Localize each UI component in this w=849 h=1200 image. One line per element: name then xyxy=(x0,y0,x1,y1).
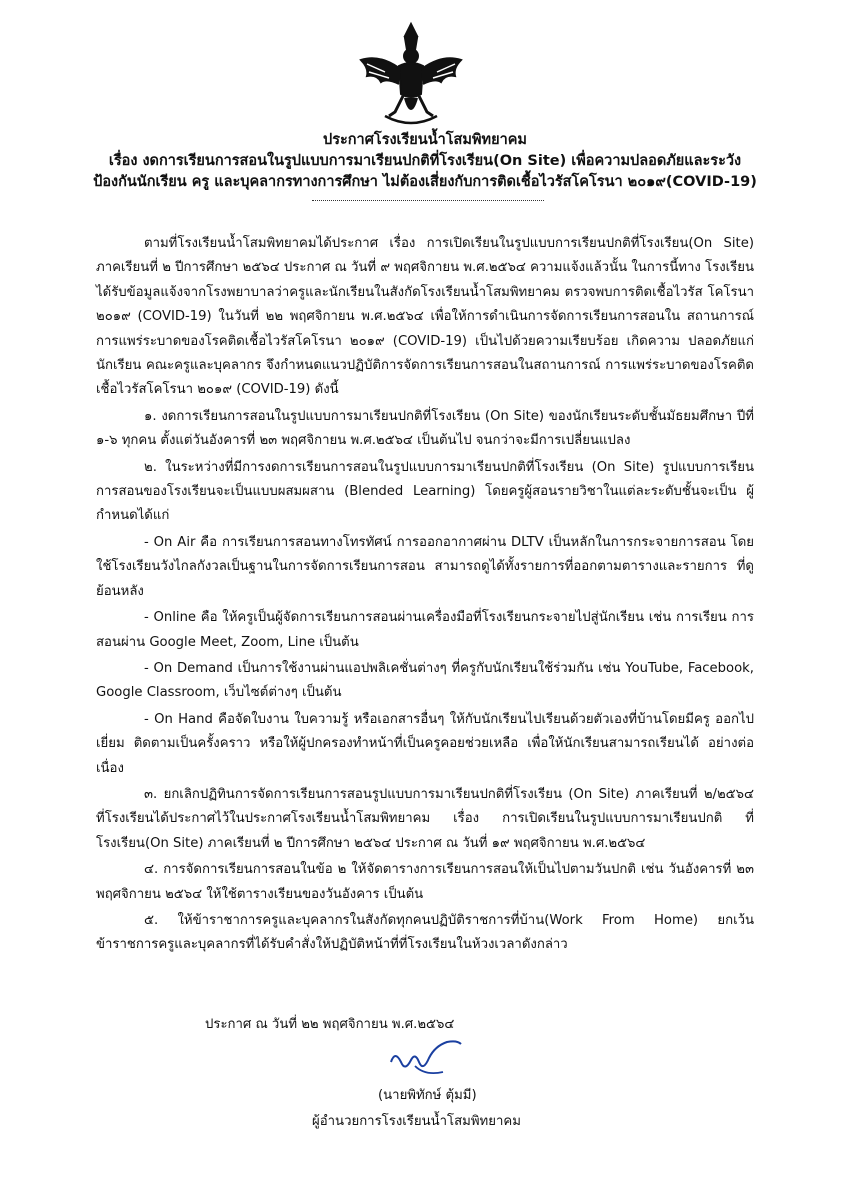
signature-icon xyxy=(385,1032,465,1084)
item-2-online: - Online คือ ให้ครูเป็นผู้จัดการเรียนการสอนผ่านเครื่องมือที่โรงเรียนกระจายไปสู่นักเรียน เช่น การเรียน การสอนผ่าน Google Meet, Zoom, Line เป็นต้น xyxy=(96,610,754,650)
announcement-body xyxy=(96,232,754,960)
dotted-divider xyxy=(312,200,544,201)
subject-line-2: ป้องกันนักเรียน ครู และบุคลากรทางการศึกษา ไม่ต้องเสี่ยงกับการติดเชื้อไวรัสโคโรนา ๒๐๑๙(COVID-19) xyxy=(93,174,757,190)
intro-paragraph: ตามที่โรงเรียนน้ำโสมพิทยาคมได้ประกาศ เรื่อง การเปิดเรียนในรูปแบบการเรียนปกติที่โรงเรียน(On Site) ภาคเรียนที่ ๒ ปีการศึกษา ๒๕๖๔ ประกาศ ณ วันที่ ๙ พฤศจิกายน พ.ศ.๒๕๖๔ ความแจ้งแล้วนั้น ในการนี้ทาง โรงเรียนได้รับข้อมูลแจ้งจากโรงพยาบาลว่าครูและนักเรียนในสังกัดโรงเรียนน้ำโสมพิทยาคม ตรวจพบการติดเชื้อไวรัส โคโรนา ๒๐๑๙ (COVID-19) ในวันที่ ๒๒ พฤศจิกายน พ.ศ.๒๕๖๔ เพื่อให้การดำเนินการจัดการเรียนการสอนใน สถานการณ์การแพร่ระบาดของโรคติดเชื้อไวรัสโคโรนา ๒๐๑๙ (COVID-19) เป็นไปด้วยความเรียบร้อย เกิดความ ปลอดภัยแก่นักเรียน คณะครูและบุคลากร จึงกำหนดแนวปฏิบัติการจัดการเรียนการสอนในสถานการณ์ การแพร่ระบาดของโรคติดเชื้อไวรัสโคโรนา ๒๐๑๙ (COVID-19) ดังนี้ xyxy=(96,236,754,398)
item-4: ๔. การจัดการเรียนการสอนในข้อ ๒ ให้จัดตารางการเรียนการสอนให้เป็นไปตามวันปกติ เช่น วันอังคารที่ ๒๓ พฤศจิกายน ๒๕๖๔ ให้ใช้ตารางเรียนของวันอังคาร เป็นต้น xyxy=(96,862,754,902)
garuda-emblem-icon xyxy=(355,20,467,132)
announcement-date: ประกาศ ณ วันที่ ๒๒ พฤศจิกายน พ.ศ.๒๕๖๔ xyxy=(205,1017,455,1032)
item-2-on-demand: - On Demand เป็นการใช้งานผ่านแอปพลิเคชั่นต่างๆ ที่ครูกับนักเรียนใช้ร่วมกัน เช่น YouTube, Facebook, Google Classroom, เว็บไซต์ต่างๆ เป็นต้น xyxy=(96,660,754,701)
signer-name: (นายพิทักษ์ ตุ้มมี) xyxy=(378,1088,477,1103)
subject-line-1: เรื่อง งดการเรียนการสอนในรูปแบบการมาเรียนปกติที่โรงเรียน(On Site) เพื่อความปลอดภัยและระวัง xyxy=(108,153,742,169)
item-2-on-hand: - On Hand คือจัดใบงาน ใบความรู้ หรือเอกสารอื่นๆ ให้กับนักเรียนไปเรียนด้วยตัวเองที่บ้านโดยมีครู ออกไปเยี่ยม ติดตามเป็นครั้งคราว หรือให้ผู้ปกครองทำหน้าที่เป็นครูคอยช่วยเหลือ เพื่อให้นักเรียนสามารถเรียนได้ อย่างต่อเนื่อง xyxy=(96,711,754,776)
item-2: ๒. ในระหว่างที่มีการงดการเรียนการสอนในรูปแบบการมาเรียนปกติที่โรงเรียน (On Site) รูปแบบการเรียน การสอนของโรงเรียนจะเป็นแบบผสมผสาน (Blended Learning) โดยครูผู้สอนรายวิชาในแต่ละระดับชั้นจะเป็น ผู้กำหนดได้แก่ xyxy=(96,459,754,524)
item-2-on-air: - On Air คือ การเรียนการสอนทางโทรทัศน์ การออกอากาศผ่าน DLTV เป็นหลักในการกระจายการสอน โดยใช้โรงเรียนวังไกลกังวลเป็นฐานในการจัดการเรียนการสอน สามารถดูได้ทั้งรายการที่ออกตามตารางและรายการ ที่ดูย้อนหลัง xyxy=(96,534,754,599)
item-3: ๓. ยกเลิกปฏิทินการจัดการเรียนการสอนรูปแบบการมาเรียนปกติที่โรงเรียน (On Site) ภาคเรียนที่ ๒/๒๕๖๔ ที่โรงเรียนได้ประกาศไว้ในประกาศโรงเรียนน้ำโสมพิทยาคม เรื่อง การเปิดเรียนในรูปแบบการมาเรียนปกติ ที่โรงเรียน(On Site) ภาคเรียนที่ ๒ ปีการศึกษา ๒๕๖๔ ประกาศ ณ วันที่ ๑๙ พฤศจิกายน พ.ศ.๒๕๖๔ xyxy=(96,786,754,851)
announcement-title: ประกาศโรงเรียนน้ำโสมพิทยาคม xyxy=(323,132,527,148)
announcement-heading xyxy=(60,130,790,193)
item-1: ๑. งดการเรียนการสอนในรูปแบบการมาเรียนปกติที่โรงเรียน (On Site) ของนักเรียนระดับชั้นมัธยมศึกษา ปีที่ ๑-๖ ทุกคน ตั้งแต่วันอังคารที่ ๒๓ พฤศจิกายน พ.ศ.๒๕๖๔ เป็นต้นไป จนกว่าจะมีการเปลี่ยนแปลง xyxy=(96,408,754,449)
signer-title: ผู้อำนวยการโรงเรียนน้ำโสมพิทยาคม xyxy=(312,1114,521,1129)
item-5: ๕. ให้ข้าราชาการครูและบุคลากรในสังกัดทุกคนปฏิบัติราชการที่บ้าน(Work From Home) ยกเว้น ข้าราชการครูและบุคลากรที่ได้รับคำสั่งให้ปฏิบัติหน้าที่ที่โรงเรียนในห้วงเวลาดังกล่าว xyxy=(96,912,754,953)
